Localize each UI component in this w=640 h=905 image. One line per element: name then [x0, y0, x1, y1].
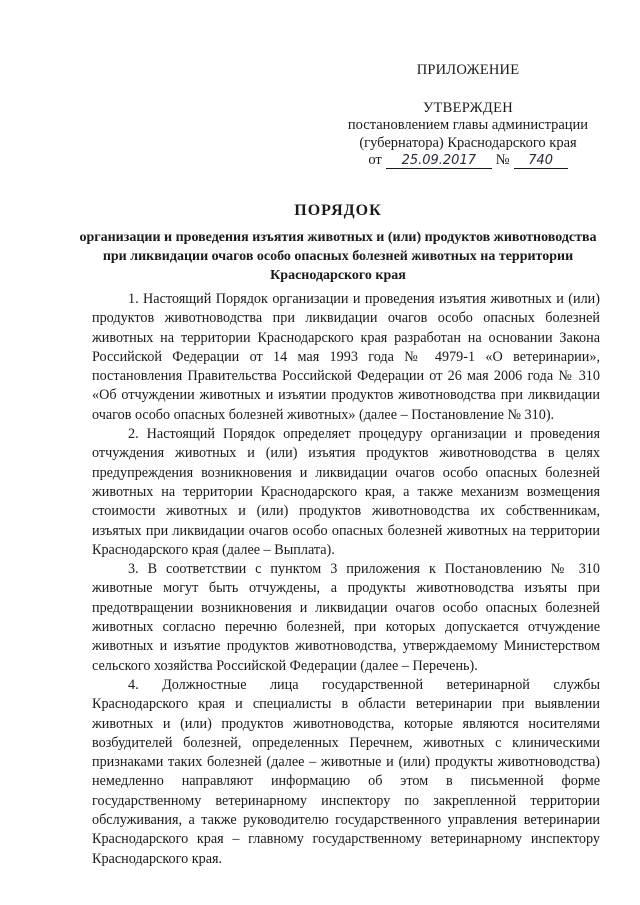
- approval-block: [318, 62, 618, 170]
- number-prefix: №: [495, 152, 510, 168]
- date-prefix: от: [368, 152, 382, 168]
- handwritten-date: 25.09.2017: [386, 154, 492, 169]
- document-body: [92, 290, 600, 869]
- paragraph-4: 4. Должностные лица государственной ветеринарной службы Краснодарского края и специалисты в области ветеринарии при выявлении животных и (или) продуктов животноводства, которые являются носителями возбудителей болезней, определенных Перечнем, животных с клиническими признаками таких болезней (далее – животные и (или) продукты животноводства) немедленно направляют информацию об этом в письменной форме государственному ветеринарному инспектору по закрепленной территории обслуживания, а также руководителю государственного управления ветеринарии Краснодарского края – главному государственному ветеринарному инспектору Краснодарского края.: [92, 676, 600, 867]
- paragraph-3: 3. В соответствии с пунктом 3 приложения к Постановлению № 310 животные могут быть отчуждены, а продукты животноводства изъяты при предотвращении возникновения и ликвидации очагов особо опасных болезней животных согласно перечню болезней, при которых допускается отчуждение животных и изъятие продуктов животноводства, утверждаемому Министерством сельского хозяйства Российской Федерации (далее – Перечень).: [92, 561, 600, 674]
- document-title: [78, 202, 598, 285]
- handwritten-number: 740: [514, 154, 568, 169]
- approved-label: УТВЕРЖДЕН: [422, 99, 514, 116]
- title-subtitle: организации и проведения изъятия животных и (или) продуктов животноводства при ликвидации очагов особо опасных болезней животных на территории Краснодарского края: [79, 230, 597, 283]
- approved-by-line-2: (губернатора) Краснодарского края: [359, 134, 577, 151]
- paragraph-2: 2. Настоящий Порядок определяет процедуру организации и проведения отчуждения животных и (или) изъятия продуктов животноводства в целях предупреждения возникновения и ликвидации очагов особо опасных болезней животных на территории Краснодарского края, а также механизм возмещения стоимости животных и (или) продуктов животноводства их собственникам, изъятых при ликвидации очагов особо опасных болезней животных на территории Краснодарского края (далее – Выплата).: [92, 426, 600, 558]
- date-number-line: [318, 152, 618, 170]
- title-heading: ПОРЯДОК: [294, 202, 382, 219]
- appendix-label: ПРИЛОЖЕНИЕ: [416, 62, 520, 78]
- approved-by-line-1: постановлением главы администрации: [347, 117, 589, 133]
- paragraph-1: 1. Настоящий Порядок организации и проведения изъятия животных и (или) продуктов животноводства при ликвидации очагов особо опасных болезней животных на территории Краснодарского края разработан на основании Закона Российской Федерации от 14 мая 1993 года № 4979-1 «О ветеринарии», постановления Правительства Российской Федерации от 26 мая 2006 года № 310 «Об отчуждении животных и изъятии продуктов животноводства при ликвидации очагов особо опасных болезней животных» (далее – Постановление № 310).: [92, 291, 600, 423]
